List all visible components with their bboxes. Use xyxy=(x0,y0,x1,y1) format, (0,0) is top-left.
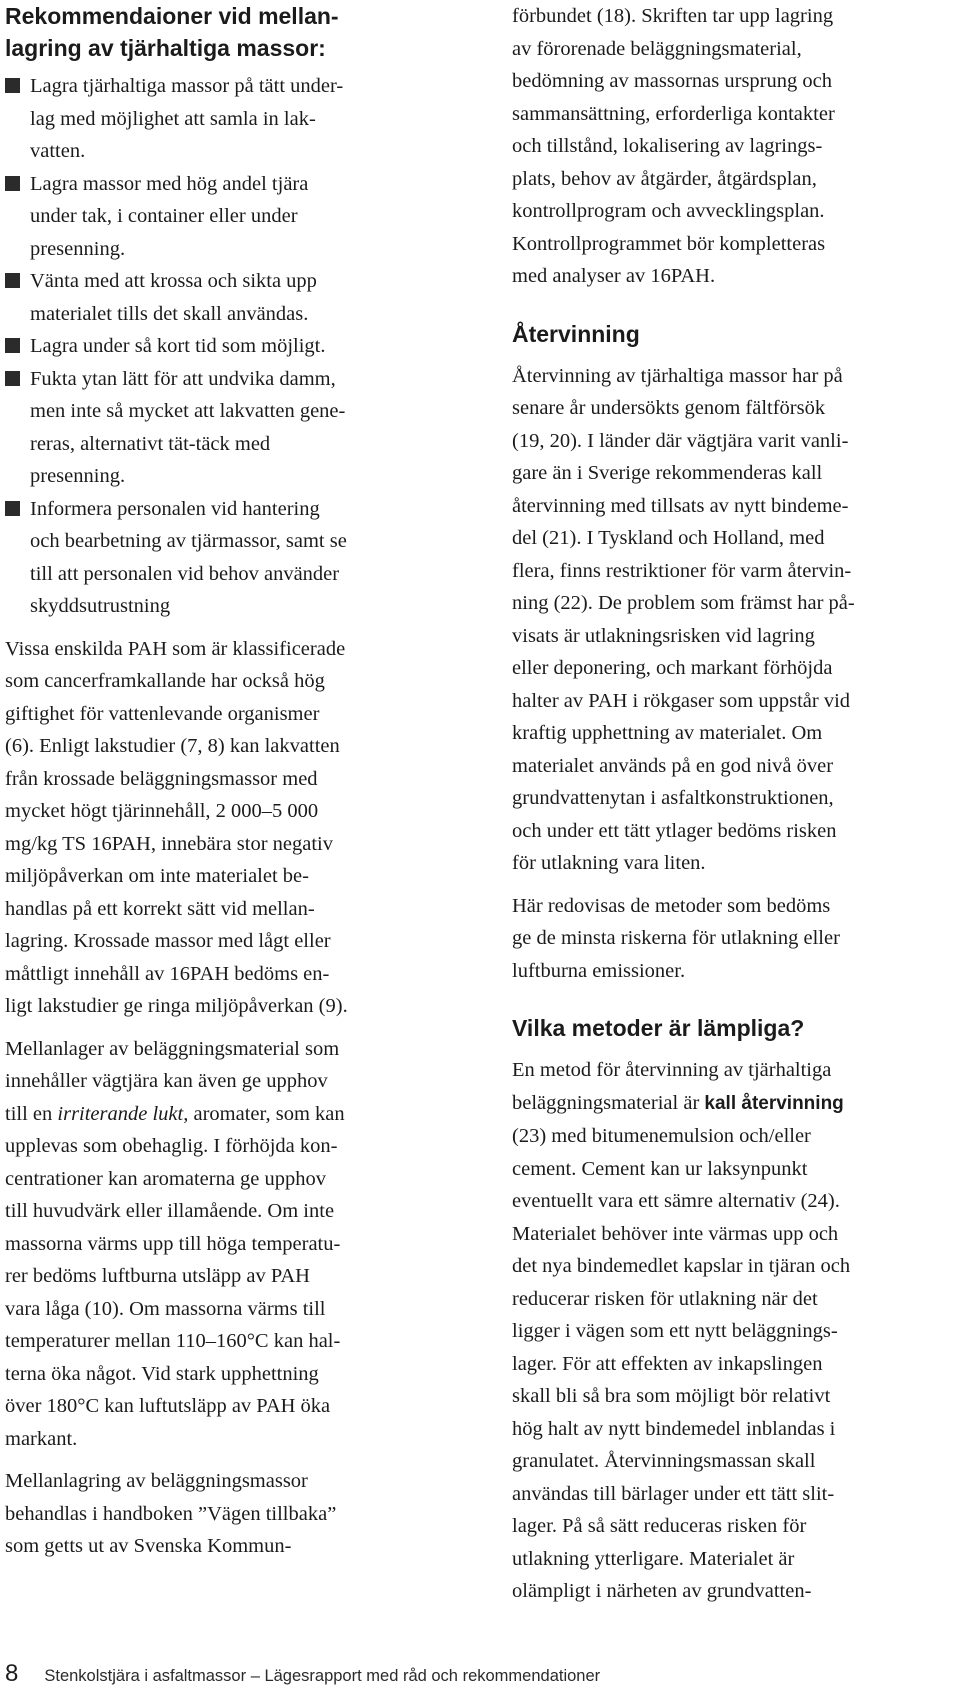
left-column xyxy=(5,0,457,1573)
list-item xyxy=(5,363,457,493)
handbook-paragraph: Mellanlagring av beläggningsmassor behandlas i handboken ”Vägen tillbaka” som getts ut av Svenska Kommun- xyxy=(5,1470,337,1557)
odor-paragraph-end: aromater, som kan upplevas som obehaglig. I förhöjda kon- centrationer kan aromaterna ge upphov till huvudvärk eller illamående. Om inte massorna värms upp till höga temperatu- rer bedöms luftburna utsläpp av PAH vara låga (10). Om massorna värms till temperaturer mellan 110–160°C kan hal- terna öka något. Vid stark upphettning över 180°C kan luftutsläpp av PAH öka markant. xyxy=(5,1102,345,1450)
bullet-square-icon xyxy=(5,78,20,93)
list-item-text: Lagra tjärhaltiga massor på tätt under- lag med möjlighet att samla in lak- vatten. xyxy=(30,75,344,162)
bullet-square-icon xyxy=(5,338,20,353)
page-number: 8 xyxy=(5,1660,19,1687)
list-item xyxy=(5,330,457,363)
methods-heading: Vilka metoder är lämpliga? xyxy=(512,1015,805,1041)
recycling-paragraph: Återvinning av tjärhaltiga massor har på senare år undersökts genom fältförsök (19, 20). I länder där vägtjära varit vanli- gare än i Sverige rekommenderas kall återvinning med tillsats av nytt bindeme- del (21). I Tyskland och Holland, med flera, finns restriktioner för varm återvin- ning (22). De problem som främst har på- visats är utlakningsrisken vid lagring eller deponering, och markant förhöjda halter av PAH i rökgaser som uppstår vid kraftig upphettning av materialet. Om materialet används på en god nivå över grundvattenytan i asfaltkonstruktionen, och under ett tätt ytlager bedöms risken för utlakning vara liten. xyxy=(512,364,855,874)
odor-paragraph-start: Mellanlager av beläggningsmaterial som innehåller vägtjära kan även ge upphov till en xyxy=(5,1037,340,1125)
bullet-square-icon xyxy=(5,273,20,288)
list-item-text: Informera personalen vid hantering och bearbetning av tjärmassor, samt se till att personalen vid behov använder skyddsutrustning xyxy=(30,497,347,617)
cold-recycling-end: (23) med bitumenemulsion och/eller cement. Cement kan ur laksynpunkt eventuellt vara ett sämre alternativ (24). Materialet behöver inte värmas upp och det nya bindemedlet kapslar in tjäran och reducerar risken för utlakning när det ligger i vägen som ett nytt beläggnings- lager. För att effekten av inkapslingen skall bli så bra som möjligt bör relativt hög halt av nytt bindemedel inblandas i granulatet. Återvinningsmassan skall användas till bärlager under ett tätt slit- lager. På så sätt reduceras risken för utlakning ytterligare. Materialet är olämpligt i närheten av grundvatten- xyxy=(512,1125,851,1602)
recommendations-list xyxy=(5,70,457,623)
odor-paragraph xyxy=(5,1033,457,1456)
list-item-text: Lagra under så kort tid som möjligt. xyxy=(30,335,326,357)
right-column xyxy=(512,0,952,1618)
cold-recycling-start: En metod för återvinning av tjärhaltiga beläggningsmaterial är xyxy=(512,1059,832,1114)
pah-toxicity-paragraph: Vissa enskilda PAH som är klassificerade som cancerframkallande har också hög giftighet för vattenlevande organismer (6). Enligt lakstudier (7, 8) kan lakvatten från krossade beläggningsmassor med mycket högt tjärinnehåll, 2 000–5 000 mg/kg TS 16PAH, innebära stor negativ miljöpåverkan om inte materialet be- handlas på ett korrekt sätt vid mellan- lagring. Krossade massor med lågt eller måttligt innehåll av 16PAH bedöms en- ligt lakstudier ge ringa miljöpåverkan (9). xyxy=(5,637,348,1017)
list-item xyxy=(5,265,457,330)
cold-recycling-paragraph xyxy=(512,1054,952,1608)
publication-title: Stenkolstjära i asfaltmassor – Lägesrapport med råd och rekommendationer xyxy=(44,1667,601,1685)
list-item xyxy=(5,70,457,168)
list-item-text: Vänta med att krossa och sikta upp materialet tills det skall användas. xyxy=(30,270,317,325)
handbook-continued-paragraph: förbundet (18). Skriften tar upp lagring av förorenade beläggningsmaterial, bedömning av massornas ursprung och sammansättning, erforderliga kontakter och tillstånd, lokalisering av lagrings- plats, behov av åtgärder, åtgärdsplan, kontrollprogram och avvecklingsplan. Kontrollprogrammet bör kompletteras med analyser av 16PAH. xyxy=(512,5,835,287)
page-footer xyxy=(5,1660,600,1690)
odor-emphasis: irriterande lukt, xyxy=(57,1102,189,1125)
recommendations-heading: Rekommendaioner vid mellan- lagring av tjärhaltiga massor: xyxy=(5,3,339,61)
list-item xyxy=(5,168,457,266)
bullet-square-icon xyxy=(5,176,20,191)
cold-recycling-term: kall återvinning xyxy=(704,1092,844,1114)
bullet-square-icon xyxy=(5,501,20,516)
bullet-square-icon xyxy=(5,371,20,386)
list-item-text: Lagra massor med hög andel tjära under tak, i container eller under presenning. xyxy=(30,172,309,260)
recycling-heading: Återvinning xyxy=(512,320,640,347)
methods-intro-paragraph: Här redovisas de metoder som bedöms ge de minsta riskerna för utlakning eller luftburna emissioner. xyxy=(512,894,840,982)
list-item-text: Fukta ytan lätt för att undvika damm, men inte så mycket att lakvatten gene- reras, alternativt tät-täck med presenning. xyxy=(30,367,346,487)
list-item xyxy=(5,493,457,623)
